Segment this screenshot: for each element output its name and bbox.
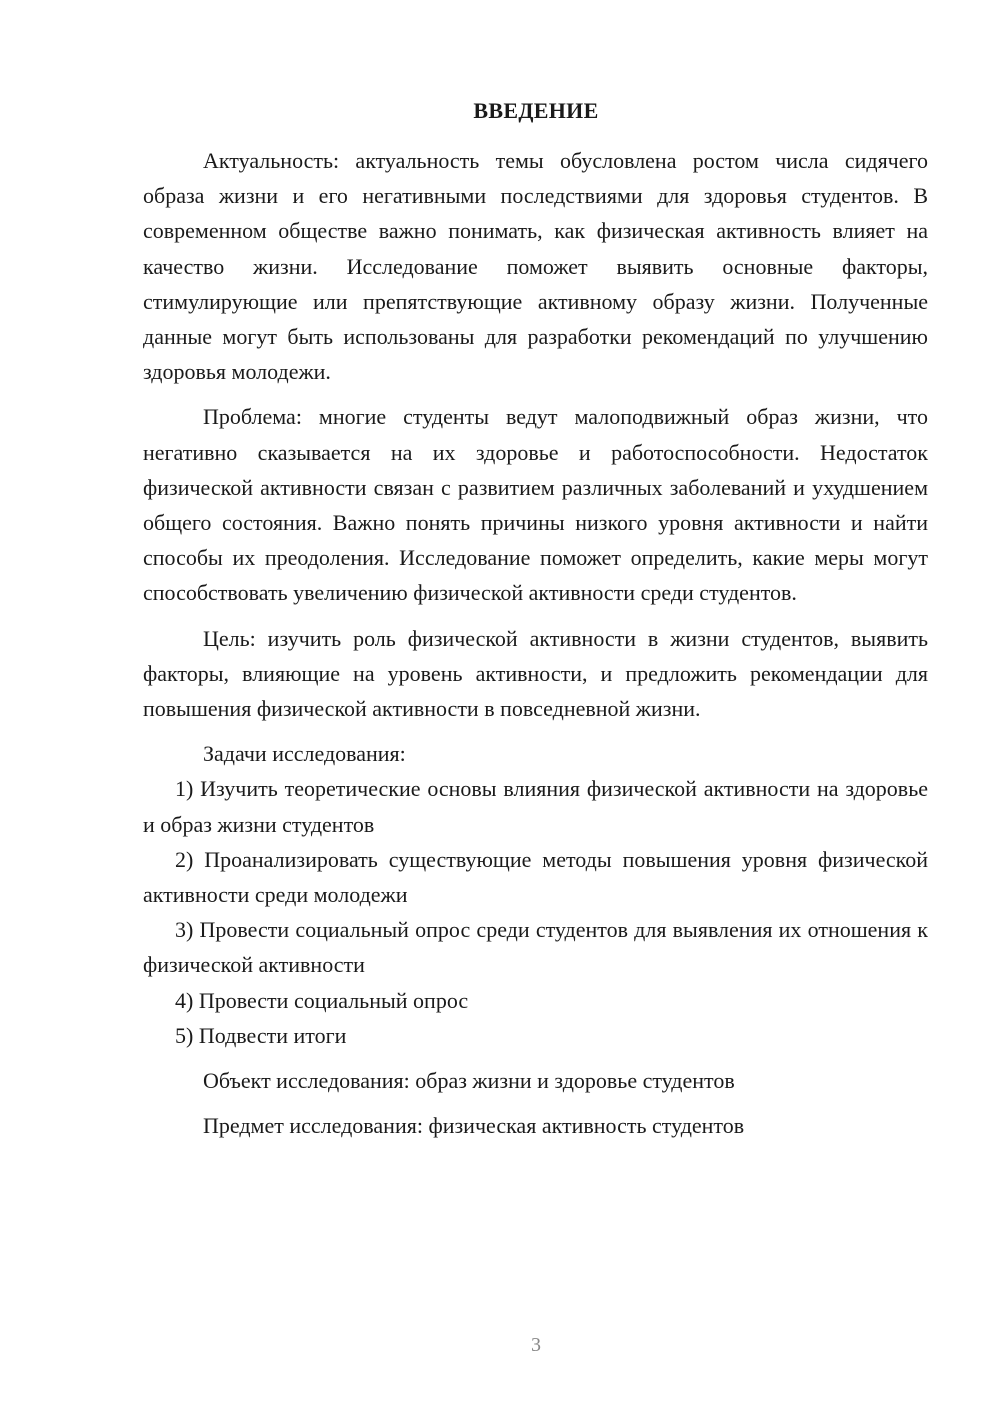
document-body	[143, 143, 928, 1143]
task-item-3: 3) Провести социальный опрос среди студентов для выявления их отношения к физической активности	[143, 917, 928, 978]
page-title: ВВЕДЕНИЕ	[473, 98, 599, 123]
research-object: Объект исследования: образ жизни и здоровье студентов	[203, 1068, 735, 1094]
task-item-4: 4) Провести социальный опрос	[175, 987, 469, 1013]
research-subject: Предмет исследования: физическая активность студентов	[203, 1113, 745, 1139]
task-item-5: 5) Подвести итоги	[175, 1022, 347, 1048]
problem-paragraph: Проблема: многие студенты ведут малоподвижный образ жизни, что негативно сказывается на их здоровье и работоспособности. Недостаток физической активности связан с развитием различных заболеваний и ухудшением общего состояния. Важно понять причины низкого уровня активности и найти способы их преодоления. Исследование поможет определить, какие меры могут способствовать увеличению физической активности среди студентов.	[143, 404, 928, 606]
tasks-heading: Задачи исследования:	[203, 741, 406, 767]
task-item-1: 1) Изучить теоретические основы влияния физической активности на здоровье и образ жизни студентов	[143, 776, 928, 837]
page-number: 3	[531, 1334, 541, 1356]
goal-paragraph: Цель: изучить роль физической активности в жизни студентов, выявить факторы, влияющие на уровень активности, и предложить рекомендации для повышения физической активности в повседневной жизни.	[143, 625, 928, 722]
relevance-paragraph: Актуальность: актуальность темы обусловлена ростом числа сидячего образа жизни и его негативными последствиями для здоровья студентов. В современном обществе важно понимать, как физическая активность влияет на качество жизни. Исследование поможет выявить основные факторы, стимулирующие или препятствующие активному образу жизни. Полученные данные могут быть использованы для разработки рекомендаций по улучшению здоровья молодежи.	[143, 148, 928, 385]
task-item-2: 2) Проанализировать существующие методы повышения уровня физической активности среди молодежи	[143, 846, 928, 908]
